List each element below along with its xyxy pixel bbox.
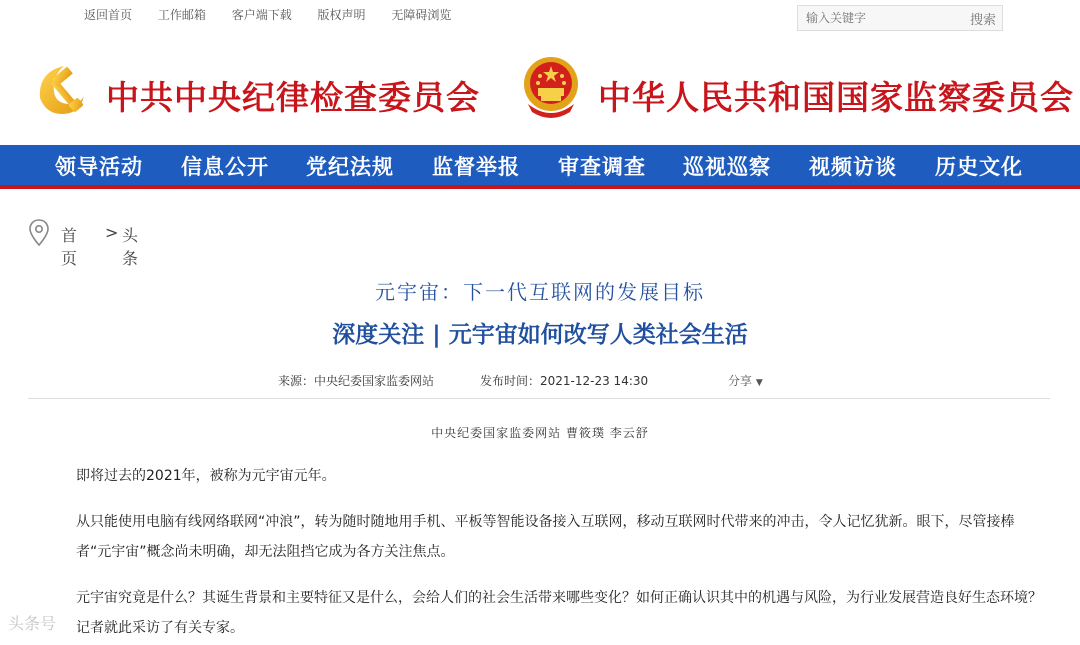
- divider: [28, 398, 1050, 399]
- breadcrumb-home[interactable]: 首页: [61, 226, 78, 268]
- org-title-nsc: 中华人民共和国国家监察委员会: [598, 78, 1074, 117]
- site-header: [0, 40, 1080, 142]
- watermark: 头条号: [8, 614, 57, 633]
- chevron-down-icon: ▼: [755, 378, 763, 388]
- top-link-email[interactable]: 工作邮箱: [157, 8, 206, 22]
- org-title-ccdi: 中共中央纪律检查委员会: [106, 78, 480, 117]
- article-time: 发布时间：2021-12-23 14:30: [480, 374, 649, 388]
- top-links: [84, 6, 473, 23]
- article-byline: 中央纪委国家监委网站 曹筱璞 李云舒: [431, 426, 649, 440]
- nav-history[interactable]: 历史文化: [935, 154, 1023, 179]
- nav-report[interactable]: 监督举报: [432, 154, 520, 179]
- search-button[interactable]: 搜索: [969, 13, 996, 28]
- search-input[interactable]: [806, 9, 946, 27]
- top-link-accessibility[interactable]: 无障碍浏览: [391, 8, 452, 22]
- article-paragraph: 元宇宙究竟是什么？其诞生背景和主要特征又是什么，会给人们的社会生活带来哪些变化？如何正确认识其中的机遇与风险，为行业发展营造良好生态环境？记者就此采访了有关专家。: [76, 590, 1042, 636]
- nav-inspection[interactable]: 巡视巡察: [683, 154, 771, 179]
- top-link-download[interactable]: 客户端下载: [231, 8, 292, 22]
- party-emblem-icon: [30, 58, 94, 122]
- top-link-home[interactable]: 返回首页: [84, 8, 133, 22]
- article-paragraph: 从只能使用电脑有线网络联网“冲浪”，转为随时随地用手机、平板等智能设备接入互联网，移动互联网时代带来的冲击，令人记忆犹新。眼下，尽管接棒者“元宇宙”概念尚未明确，却无法阻挡它成为各方关注焦点。: [76, 514, 1015, 560]
- nav-regulations[interactable]: 党纪法规: [306, 154, 394, 179]
- location-pin-icon: [28, 218, 50, 248]
- share-label: 分享: [728, 374, 753, 388]
- article-subtitle: 元宇宙：下一代互联网的发展目标: [375, 280, 705, 304]
- article-title: 深度关注 | 元宇宙如何改写人类社会生活: [332, 322, 748, 348]
- breadcrumb-current[interactable]: 头条: [122, 226, 139, 268]
- main-nav: [0, 145, 1080, 189]
- article-source: 来源：中央纪委国家监委网站: [278, 374, 435, 388]
- nav-leadership[interactable]: 领导活动: [55, 154, 143, 179]
- share-button[interactable]: [728, 372, 763, 389]
- article-paragraph: 即将过去的2021年，被称为元宇宙元年。: [76, 468, 336, 484]
- top-link-copyright[interactable]: 版权声明: [317, 8, 366, 22]
- breadcrumb-separator: >: [105, 223, 119, 242]
- top-bar: [0, 0, 1080, 36]
- nav-info[interactable]: 信息公开: [181, 154, 269, 179]
- national-emblem-icon: [520, 52, 582, 122]
- nav-video[interactable]: 视频访谈: [809, 154, 897, 179]
- search-box: [797, 5, 1003, 31]
- nav-investigation[interactable]: 审查调查: [558, 154, 646, 179]
